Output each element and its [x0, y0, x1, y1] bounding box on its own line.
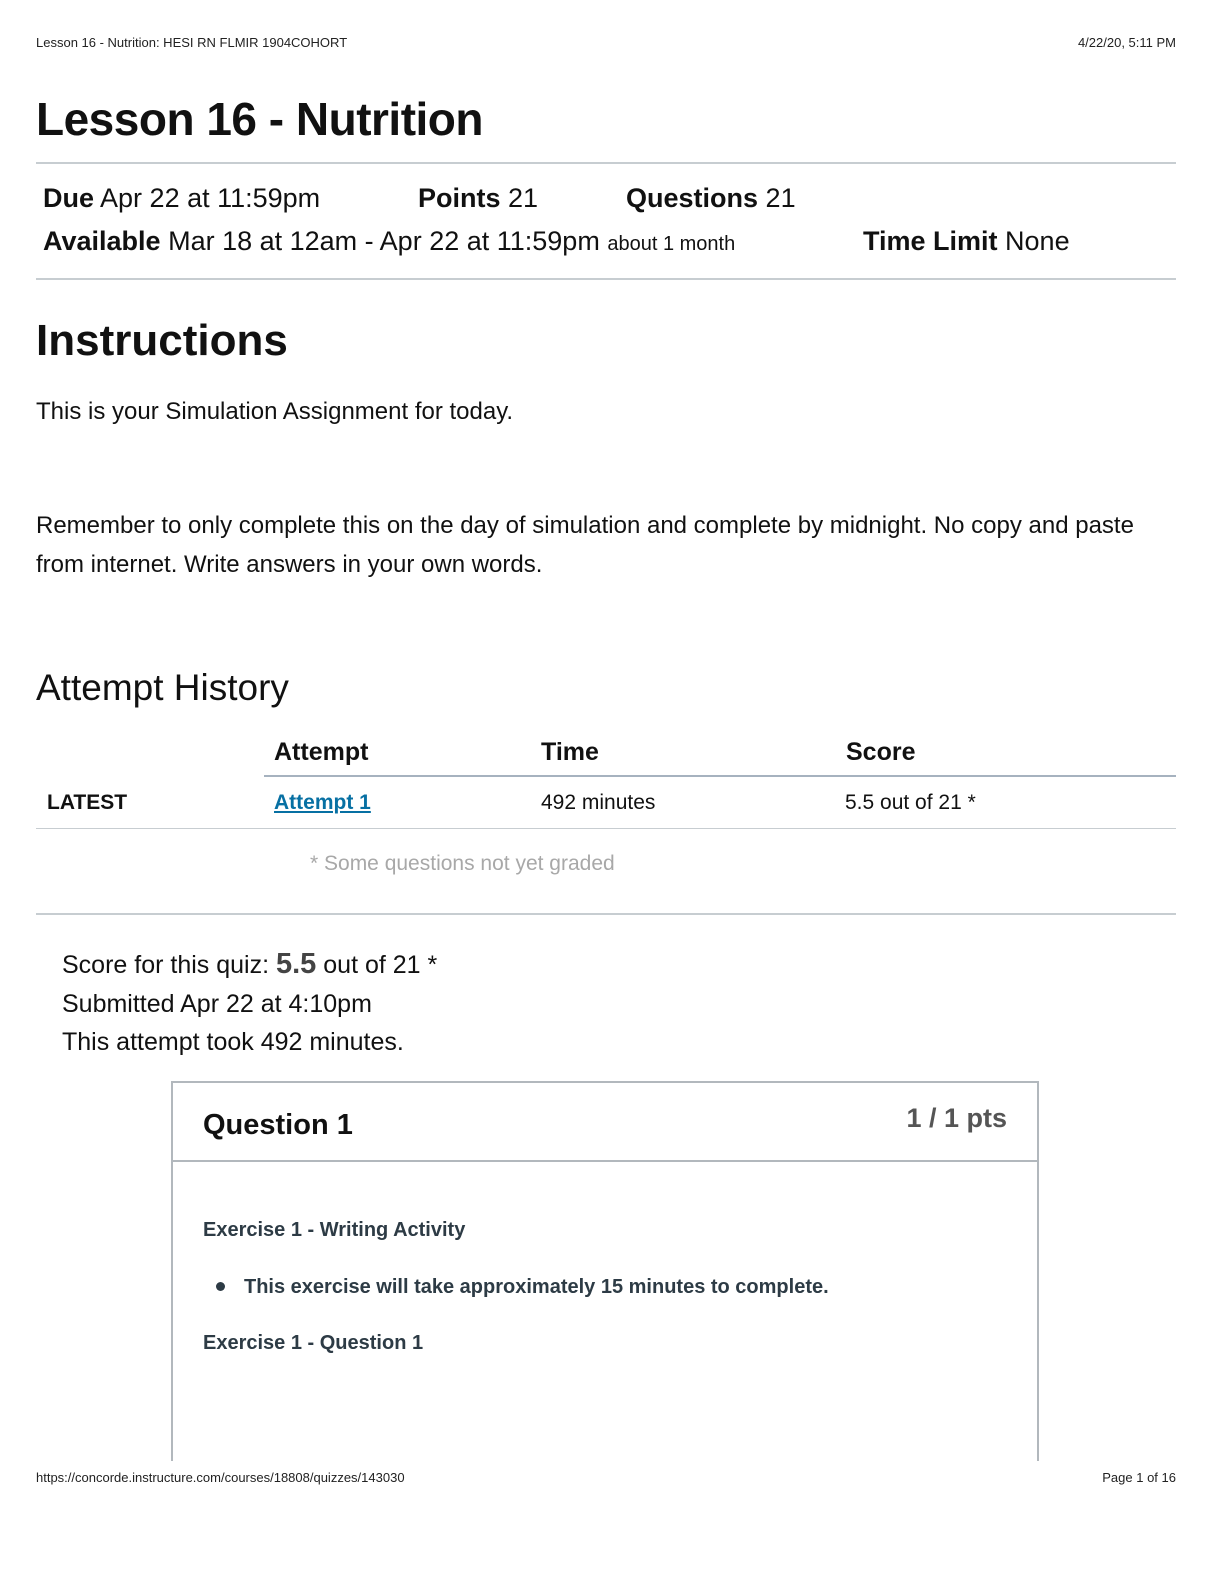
attempt-score: 5.5 out of 21 *: [845, 791, 976, 814]
quiz-meta-row-1: [43, 183, 320, 214]
question-card: [171, 1081, 1039, 1461]
time-limit-value: None: [1005, 226, 1070, 256]
time-limit-label: Time Limit: [863, 226, 998, 256]
questions-label: Questions: [626, 183, 759, 213]
points-value: 21: [508, 183, 539, 213]
available-duration: about 1 month: [607, 233, 736, 255]
question-points: 1 / 1 pts: [906, 1103, 1007, 1133]
due-value: Apr 22 at 11:59pm: [100, 183, 321, 213]
not-graded-note: * Some questions not yet graded: [310, 852, 615, 875]
attempt-status: LATEST: [47, 791, 128, 814]
instructions-heading: Instructions: [36, 316, 288, 365]
instructions-paragraph-2: Remember to only complete this on the day of simulation and complete by midnight. No copy and paste from internet. Write answers in your own words.: [36, 512, 1134, 578]
question-header: [173, 1083, 1037, 1162]
print-header-title: Lesson 16 - Nutrition: HESI RN FLMIR 1904COHORT: [36, 35, 348, 50]
questions-value: 21: [765, 183, 796, 213]
quiz-meta-row-2: [43, 226, 735, 257]
points-label: Points: [418, 183, 501, 213]
available-value: Mar 18 at 12am - Apr 22 at 11:59pm: [168, 226, 600, 256]
exercise-subheading: Exercise 1 - Question 1: [203, 1332, 424, 1354]
points-meta: [418, 183, 538, 214]
score-value: 5.5: [275, 948, 317, 980]
score-suffix: out of 21 *: [316, 951, 438, 979]
page-title: Lesson 16 - Nutrition: [36, 93, 483, 145]
attempt-1-link[interactable]: Attempt 1: [274, 791, 371, 814]
print-header-datetime: 4/22/20, 5:11 PM: [1077, 35, 1176, 50]
attempt-history-heading: Attempt History: [36, 667, 289, 708]
column-header-attempt: Attempt: [274, 738, 369, 766]
due-label: Due: [43, 183, 95, 213]
table-row-divider: [36, 828, 1176, 829]
available-label: Available: [43, 226, 161, 256]
table-header-divider: [264, 775, 1176, 777]
meta-divider: [36, 278, 1176, 280]
bullet-dot-icon: [216, 1282, 225, 1291]
questions-meta: [626, 183, 796, 214]
exercise-heading: Exercise 1 - Writing Activity: [203, 1219, 466, 1241]
attempt-time: 492 minutes: [541, 791, 656, 814]
score-prefix: Score for this quiz:: [62, 951, 276, 979]
column-header-score: Score: [846, 738, 916, 766]
title-divider: [36, 162, 1176, 164]
submitted-date: Submitted Apr 22 at 4:10pm: [62, 990, 372, 1018]
instructions-paragraph-1: This is your Simulation Assignment for today.: [36, 398, 514, 425]
quiz-score: [62, 948, 437, 981]
print-footer-page: Page 1 of 16: [1102, 1470, 1176, 1485]
attempt-history-divider: [36, 913, 1176, 915]
question-title: Question 1: [203, 1109, 353, 1141]
attempt-duration: This attempt took 492 minutes.: [62, 1028, 404, 1056]
print-footer-url: https://concorde.instructure.com/courses/18808/quizzes/143030: [36, 1470, 405, 1485]
exercise-bullet: This exercise will take approximately 15 minutes to complete.: [244, 1276, 829, 1298]
time-limit-meta: [863, 226, 1070, 257]
column-header-time: Time: [541, 738, 599, 766]
